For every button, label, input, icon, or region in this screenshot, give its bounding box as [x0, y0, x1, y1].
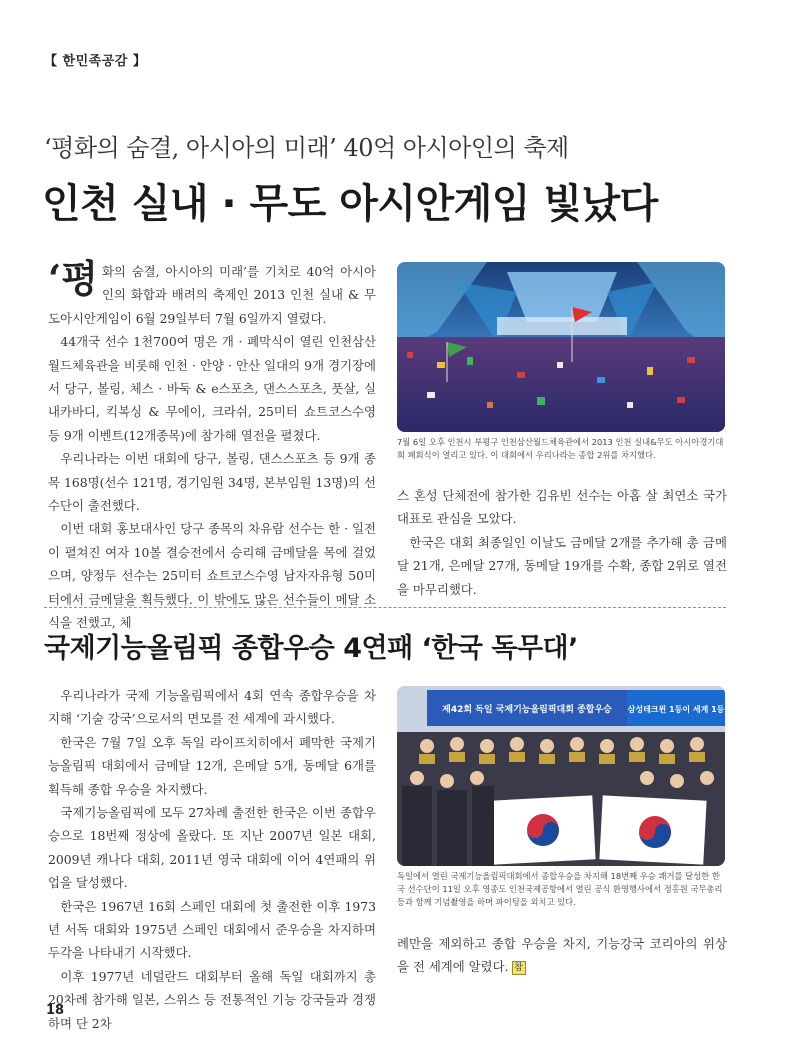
photo-caption: 7월 6일 오후 인천시 부평구 인천삼산월드체육관에서 2013 인천 실내&무도 아시아경기대회 폐회식이 열리고 있다. 이 대회에서 우리나라는 종합 2위를 차지했다. [397, 437, 724, 460]
article2-paragraph-4: 한국은 1967년 16회 스페인 대회에 첫 출전한 이후 1973년 서독 대회와 1975년 스페인 대회에서 준우승을 차지하며 두각을 나타내기 시작했다. [48, 898, 376, 961]
banner-right-text: 삼성테크윈 1등이 세계 1등 [627, 705, 725, 714]
page-number: 18 [46, 1003, 65, 1018]
article2-paragraph-5-continued [397, 932, 727, 979]
article1-column-left [48, 256, 376, 635]
article2-paragraph-2: 한국은 7월 7일 오후 독일 라이프치히에서 폐막한 국제기능올림픽 대회에서 금메달 12개, 은메달 5개, 동메달 6개를 획득해 종합 우승을 차지했다. [48, 734, 376, 797]
article1-paragraph-2: 44개국 선수 1천700여 명은 개 · 폐막식이 열린 인천삼산월드체육관을 비롯해 인천 · 안양 · 안산 일대의 9개 경기장에서 당구, 볼링, 체스 · 바둑 & e스포츠, 댄스스포츠, 풋살, 실내카바디, 킥복싱 & 무에이, 크라쉬, 25미터 쇼트코스수영 등 9개 이벤트(12개종목)에 참가해 열전을 펼쳤다. [48, 334, 376, 443]
article2-paragraph-1: 우리나라가 국제 기능올림픽에서 4회 연속 종합우승을 차지해 ‘기술 강국’으로서의 면모를 전 세계에 과시했다. [48, 688, 376, 727]
article2-paragraph-5: 이후 1977년 네덜란드 대회부터 올해 독일 대회까지 총 20차례 참가해 일본, 스위스 등 전통적인 기능 강국들과 경쟁하며 단 2차 [48, 968, 376, 1031]
article2-paragraph-3: 국제기능올림픽에 모두 27차례 출전한 한국은 이번 종합우승으로 18번째 정상에 올랐다. 또 지난 2007년 일본 대회, 2009년 캐나다 대회, 2011년 영국 대회에 이어 4연패의 위업을 달성했다. [48, 805, 376, 891]
article1-column-right [397, 484, 727, 601]
article1-subtitle: ‘평화의 숨결, 아시아의 미래’ 40억 아시아인의 축제 [44, 134, 569, 162]
end-mark-icon: 참 [512, 961, 526, 975]
article1-paragraph-5: 한국은 대회 최종일인 이날도 금메달 2개를 추가해 총 금메달 21개, 은메달 27개, 동메달 19개를 수확, 종합 2위로 열전을 마무리했다. [397, 534, 727, 597]
article2-paragraph-5-continued-text: 례만을 제외하고 종합 우승을 차지, 기능강국 코리아의 위상을 전 세계에 알렸다. [397, 936, 727, 975]
article1-paragraph-4: 이번 대회 홍보대사인 당구 종목의 차유람 선수는 한 · 일전이 펼쳐진 여자 10볼 결승전에서 승리해 금메달을 목에 걸었으며, 양정두 선수는 25미터 쇼트코스수영 남자자유형 50미터에서 금메달을 획득했다. 이 밖에도 많은 선수들이 메달 소식을 전했고, 체 [48, 521, 376, 631]
article1-title: 인천 실내 · 무도 아시안게임 빛났다 [42, 181, 658, 227]
article2-column-right [397, 932, 727, 979]
banner-text: 제42회 독일 국제기능올림픽대회 종합우승 [442, 705, 612, 715]
closing-ceremony-photo [397, 262, 725, 432]
dropcap: ‘평 [48, 256, 98, 301]
article2-title: 국제기능올림픽 종합우승 4연패 ‘한국 독무대’ [44, 633, 578, 664]
article1-paragraph-4-continued: 스 혼성 단체전에 참가한 김유빈 선수는 아홉 살 최연소 국가대표로 관심을 모았다. [397, 488, 727, 527]
section-tag: 【 한민족공감 】 [44, 54, 147, 69]
article1-paragraph-1 [48, 256, 376, 330]
section-divider [44, 607, 726, 608]
article2-column-left [48, 684, 376, 1035]
skills-team-photo [397, 686, 725, 866]
article1-paragraph-3: 우리나라는 이번 대회에 당구, 볼링, 댄스스포츠 등 9개 종목 168명(선수 121명, 경기임원 34명, 본부임원 13명)의 선수단이 출전했다. [48, 451, 376, 514]
article1-paragraph-1-text: 화의 숨결, 아시아의 미래’를 기치로 40억 아시아인의 화합과 배려의 축제인 2013 인천 실내 & 무도아시안게임이 6월 29일부터 7월 6일까지 열렸다. [48, 264, 376, 326]
photo-caption: 독일에서 열린 국제기능올림픽대회에서 종합우승을 차지해 18번째 우승 쾌거를 달성한 한국 선수단이 11일 오후 영종도 인천국제공항에서 열린 공식 환영행사에서 정홍원 국무총리 등과 함께 기념촬영을 하며 파이팅을 외치고 있다. [397, 871, 723, 907]
